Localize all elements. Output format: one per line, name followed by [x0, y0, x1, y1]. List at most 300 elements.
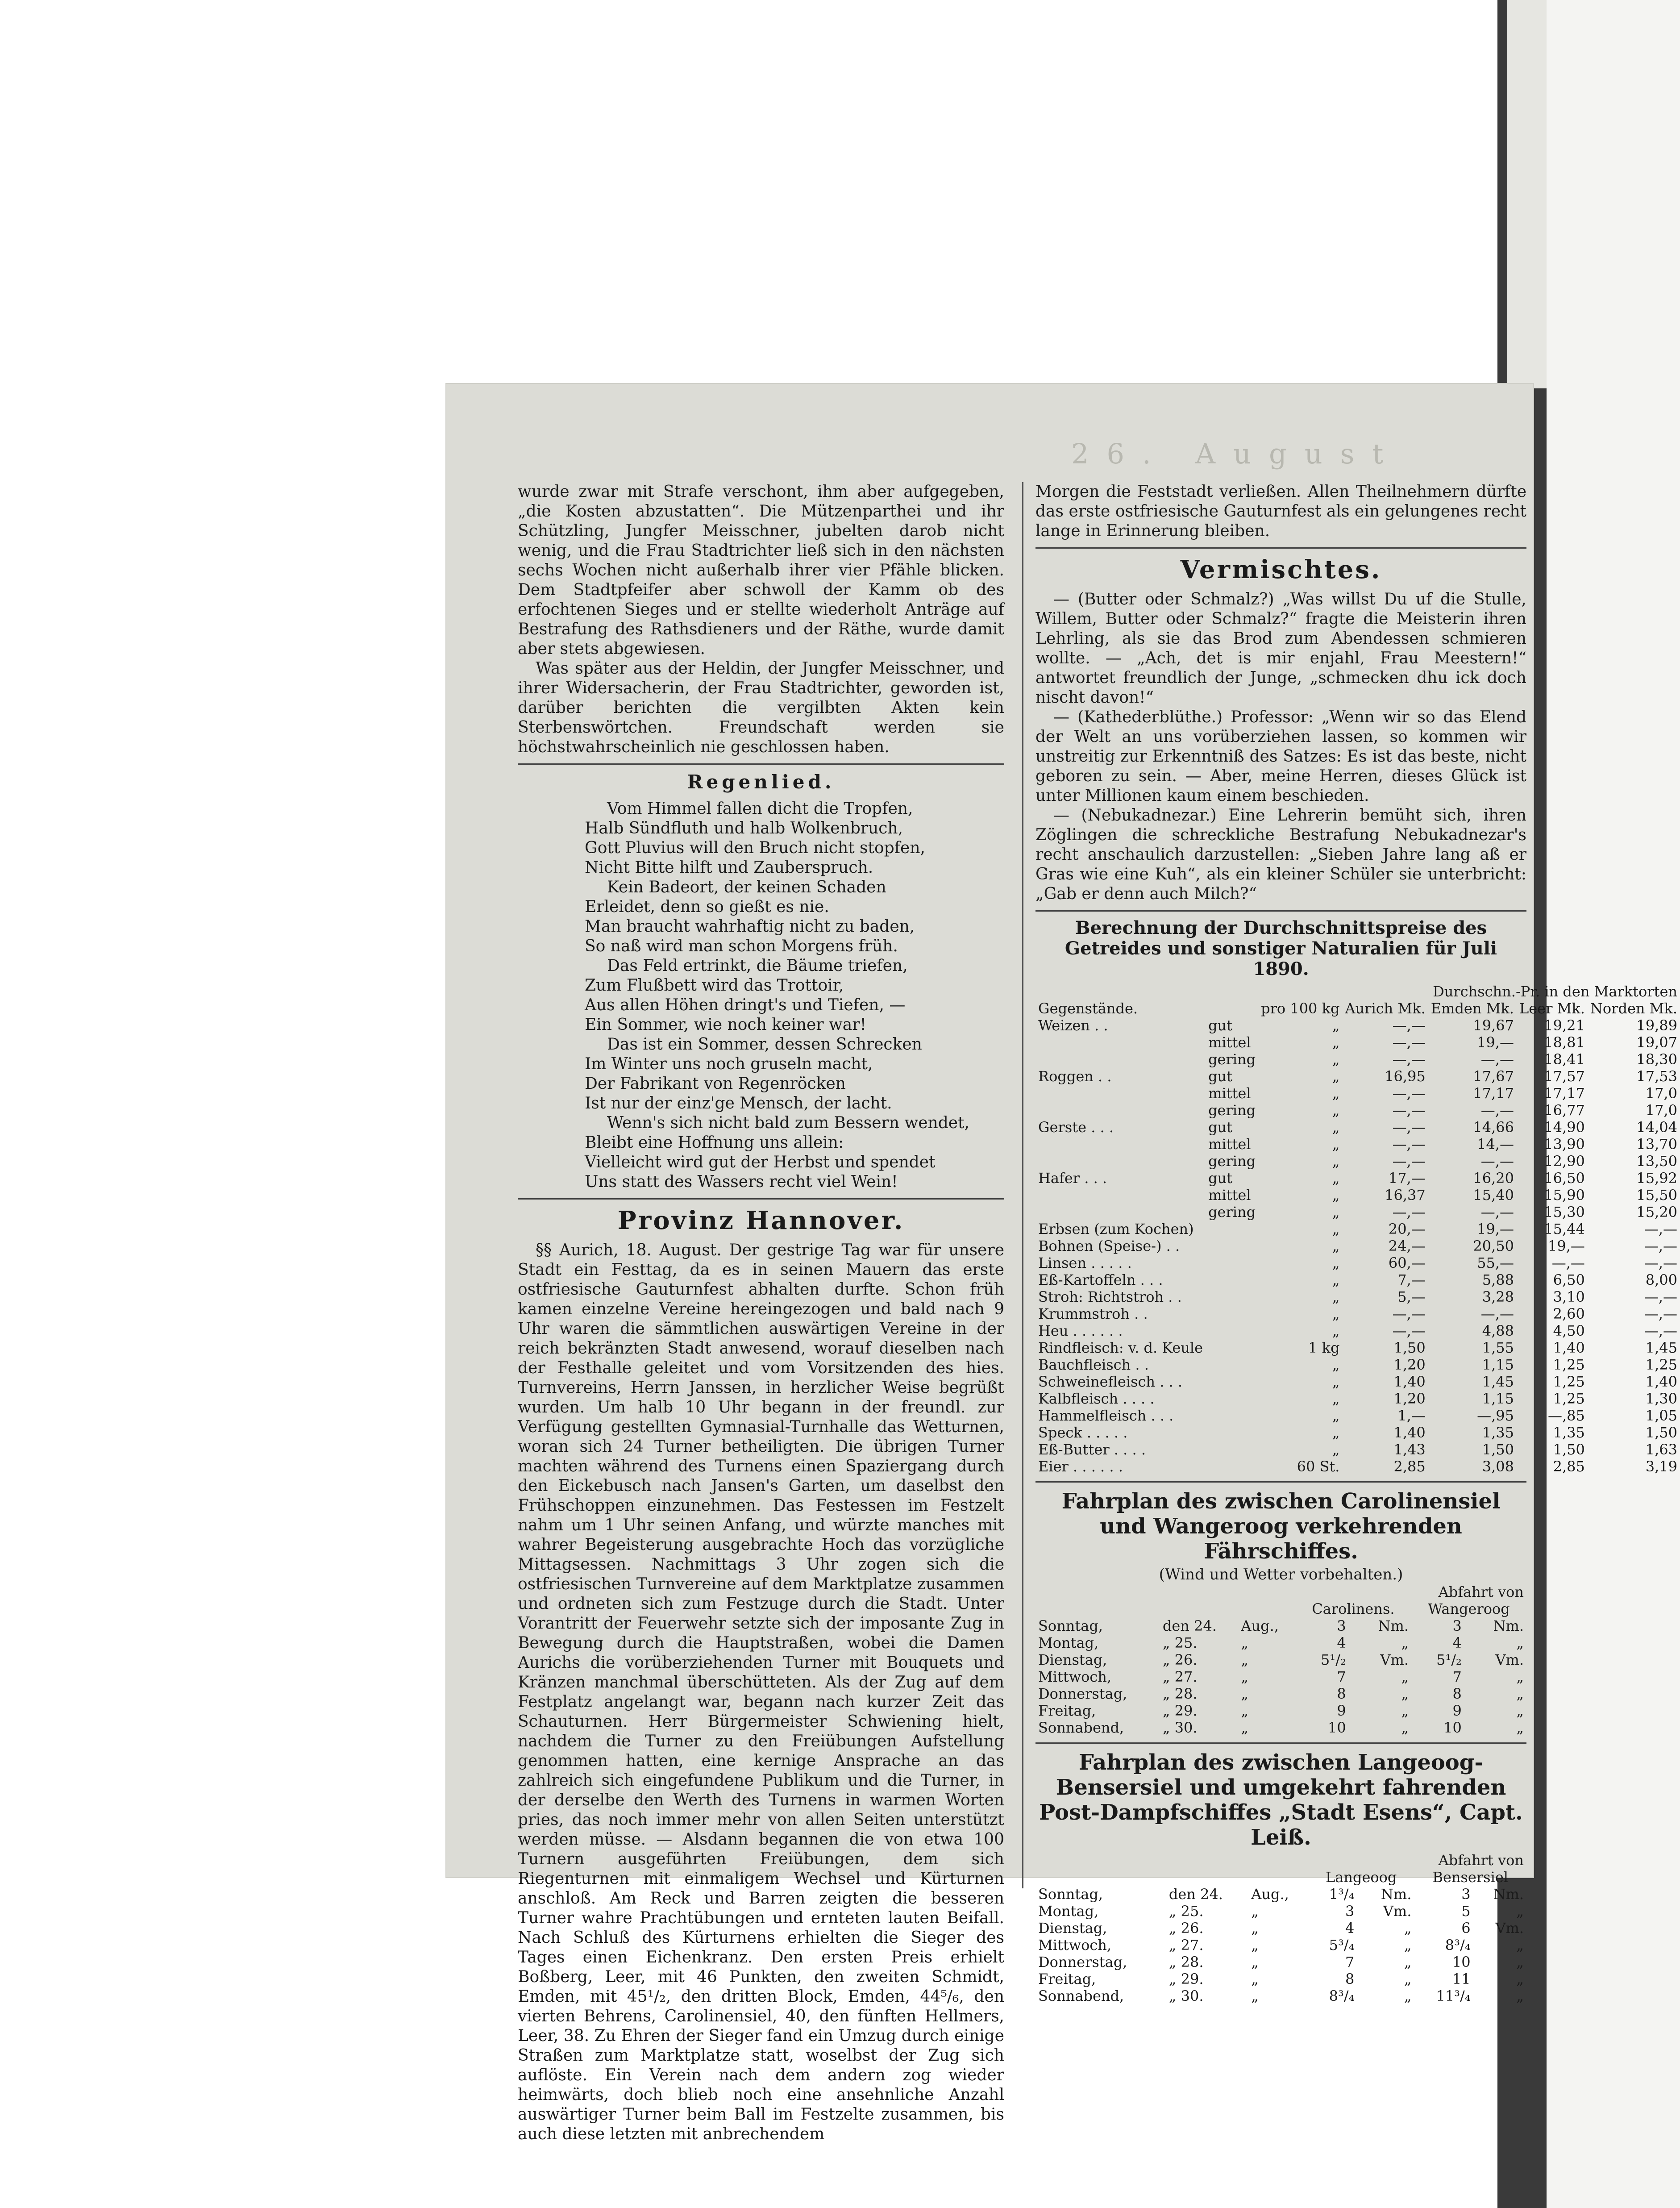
- section-rule: [1035, 1481, 1526, 1483]
- price-cell: [1035, 1034, 1206, 1051]
- price-table: [1035, 983, 1680, 1475]
- ferry2-cell: „: [1251, 1987, 1259, 2004]
- ferry1-cell: Montag,: [1038, 1634, 1099, 1651]
- price-cell: 18,81: [1544, 1034, 1585, 1051]
- ferry2-cell: „: [1516, 1937, 1524, 1954]
- price-cell: 15,40: [1473, 1187, 1514, 1204]
- price-cell: 17,17: [1473, 1085, 1514, 1102]
- price-cell: —,—: [1551, 1254, 1585, 1271]
- price-cell: 19,—: [1477, 1221, 1514, 1237]
- section-rule: [518, 1198, 1004, 1200]
- story-ending-paragraph: wurde zwar mit Strafe verschont, ihm aber aufgegeben, „die Kosten abzustatten“. Die Mützenparthei und ihr Schützling, Jungfer Meisschner, jubelten darob nicht wenig, und die Frau Stadtrichter ließ sich in den nächsten sechs Wochen nicht außerhalb ihrer vier Pfähle blicken. Dem Stadtpfeifer aber schwoll der Kamm ob des erfochtenen Sieges und er stellte wiederholt Anträge auf Bestrafung des Rathsdieners und der Räthe, wurde damit aber stets abgewiesen.: [518, 483, 1004, 658]
- ferry2-cell: „ 27.: [1169, 1937, 1204, 1954]
- ferry1-cell: „: [1401, 1702, 1409, 1719]
- price-cell: 1,45: [1645, 1339, 1677, 1356]
- price-cell: „: [1332, 1424, 1340, 1441]
- price-cell: Hammelfleisch . . .: [1038, 1407, 1174, 1424]
- price-cell: 1,25: [1553, 1373, 1585, 1390]
- ferry2-cell: „ 28.: [1169, 1954, 1204, 1971]
- poem-line: Man braucht wahrhaftig nicht zu baden,: [585, 917, 915, 936]
- ferry1-cell: 10: [1443, 1719, 1462, 1736]
- price-row: [1035, 1085, 1680, 1102]
- ferry2-cell: Sonntag,: [1038, 1886, 1103, 1903]
- price-cell: —,—: [1644, 1305, 1677, 1322]
- poem-line: Das ist ein Sommer, dessen Schrecken: [607, 1035, 922, 1054]
- ferry1-cell: 5¹/₂: [1320, 1651, 1346, 1668]
- price-cell: 17,0: [1645, 1102, 1677, 1119]
- price-cell: [1035, 1187, 1206, 1204]
- price-cell: 16,37: [1385, 1187, 1426, 1204]
- price-cell: 1,40: [1393, 1373, 1426, 1390]
- price-cell: 14,66: [1473, 1119, 1514, 1136]
- price-cell: 1,25: [1553, 1390, 1585, 1407]
- price-cell: 13,50: [1636, 1153, 1677, 1170]
- ferry1-cell: „: [1241, 1702, 1248, 1719]
- price-cell: —,—: [1392, 1017, 1426, 1034]
- price-row: [1035, 1424, 1680, 1441]
- price-cell: —,—: [1480, 1051, 1514, 1068]
- price-cell: 13,70: [1636, 1136, 1677, 1153]
- price-table-super-header: Durchschn.-Pr. in den Marktorten: [1433, 983, 1677, 1000]
- ferry1-cell: 3: [1337, 1617, 1346, 1634]
- price-col-header: Leer Mk.: [1519, 1000, 1585, 1017]
- ferry1-cell: Mittwoch,: [1038, 1668, 1112, 1685]
- ferry1-note: (Wind und Wetter vorbehalten.): [1159, 1566, 1403, 1583]
- ferry1-cell: 7: [1337, 1668, 1346, 1685]
- price-cell: 20,50: [1473, 1237, 1514, 1254]
- price-cell: 1,45: [1482, 1373, 1514, 1390]
- price-cell: 15,50: [1636, 1187, 1677, 1204]
- price-cell: [1035, 1102, 1206, 1119]
- price-cell: 7,—: [1397, 1271, 1426, 1288]
- price-cell: gut: [1208, 1170, 1233, 1187]
- ferry2-cell: „: [1251, 1937, 1259, 1954]
- ferry1-cell: „: [1401, 1634, 1409, 1651]
- ferry1-header: Abfahrt von: [1438, 1583, 1524, 1600]
- ferry1-cell: 10: [1327, 1719, 1346, 1736]
- price-cell: 4,88: [1482, 1322, 1514, 1339]
- price-cell: 4,50: [1553, 1322, 1585, 1339]
- price-row: [1035, 1102, 1680, 1119]
- price-cell: Weizen . .: [1038, 1017, 1108, 1034]
- ferry1-table-body: [1035, 1617, 1526, 1736]
- ferry2-cell: Vm.: [1495, 1920, 1524, 1937]
- price-cell: —,—: [1392, 1136, 1426, 1153]
- price-cell: 1,50: [1645, 1424, 1677, 1441]
- price-cell: —,—: [1480, 1305, 1514, 1322]
- price-cell: [1035, 1204, 1206, 1221]
- price-row: [1035, 1237, 1680, 1254]
- poem-line: Vielleicht wird gut der Herbst und spendet: [585, 1153, 936, 1171]
- section-rule: [518, 763, 1004, 765]
- price-cell: —,—: [1392, 1305, 1426, 1322]
- poem-line: Ist nur der einz'ge Mensch, der lacht.: [585, 1094, 892, 1112]
- price-cell: —,—: [1392, 1119, 1426, 1136]
- price-cell: Stroh: Richtstroh . .: [1038, 1288, 1182, 1305]
- price-cell: —,—: [1392, 1322, 1426, 1339]
- ferry1-row: [1035, 1668, 1526, 1685]
- ferry1-cell: „: [1241, 1634, 1248, 1651]
- poem-line: Erleidet, denn so gießt es nie.: [585, 898, 829, 916]
- price-row: [1035, 1187, 1680, 1204]
- ferry2-cell: „ 25.: [1169, 1903, 1204, 1920]
- section-title-province: Provinz Hannover.: [617, 1206, 905, 1235]
- ferry2-cell: den 24.: [1169, 1886, 1223, 1903]
- price-cell: 1,40: [1553, 1339, 1585, 1356]
- price-cell: gering: [1208, 1204, 1256, 1221]
- price-cell: 17,67: [1473, 1068, 1514, 1085]
- price-col-header: Norden Mk.: [1590, 1000, 1677, 1017]
- price-cell: 1,35: [1553, 1424, 1585, 1441]
- price-cell: 14,04: [1636, 1119, 1677, 1136]
- price-cell: [1206, 1339, 1258, 1356]
- price-cell: 24,—: [1388, 1237, 1426, 1254]
- ferry2-cell: „ 26.: [1169, 1920, 1204, 1937]
- price-cell: 17,0: [1645, 1085, 1677, 1102]
- poem-line: Halb Sündfluth und halb Wolkenbruch,: [585, 819, 903, 837]
- poem: [518, 771, 1004, 1192]
- price-cell: „: [1332, 1373, 1340, 1390]
- price-cell: 12,90: [1544, 1153, 1585, 1170]
- ferry2-table: [1035, 1852, 1526, 2004]
- price-cell: Linsen . . . . .: [1038, 1254, 1132, 1271]
- ferry1-cell: 3: [1452, 1617, 1462, 1634]
- price-cell: [1206, 1221, 1258, 1237]
- price-cell: —,85: [1548, 1407, 1585, 1424]
- price-row: [1035, 1034, 1680, 1051]
- price-cell: mittel: [1208, 1187, 1251, 1204]
- ferry1-cell: Aug.,: [1241, 1617, 1279, 1634]
- poem-line: Ein Sommer, wie noch keiner war!: [585, 1016, 866, 1034]
- underlying-page-fragment: [1507, 0, 1547, 388]
- price-cell: 1,15: [1482, 1390, 1514, 1407]
- price-cell: [1206, 1288, 1258, 1305]
- price-row: [1035, 1407, 1680, 1424]
- ferry1-cell: „: [1241, 1651, 1248, 1668]
- price-cell: 6,50: [1553, 1271, 1585, 1288]
- ferry2-cell: „: [1404, 1971, 1412, 1987]
- price-row: [1035, 1017, 1680, 1034]
- price-cell: Eß-Kartoffeln . . .: [1038, 1271, 1163, 1288]
- ferry2-cell: Donnerstag,: [1038, 1954, 1127, 1971]
- masthead-ghost: [446, 384, 1533, 470]
- price-cell: 1,25: [1553, 1356, 1585, 1373]
- price-cell: „: [1332, 1051, 1340, 1068]
- ferry2-cell: „ 29.: [1169, 1971, 1204, 1987]
- price-cell: 1,25: [1645, 1356, 1677, 1373]
- poem-line: Bleibt eine Hoffnung uns allein:: [585, 1133, 844, 1152]
- price-cell: 5,88: [1482, 1271, 1514, 1288]
- price-cell: 1,15: [1482, 1356, 1514, 1373]
- ferry1-cell: „: [1401, 1719, 1409, 1736]
- price-cell: —,—: [1392, 1204, 1426, 1221]
- price-cell: „: [1332, 1068, 1340, 1085]
- price-cell: Kalbfleisch . . . .: [1038, 1390, 1155, 1407]
- price-cell: 15,20: [1636, 1204, 1677, 1221]
- price-col-header: Aurich Mk.: [1345, 1000, 1426, 1017]
- ferry1-cell: 9: [1452, 1702, 1462, 1719]
- price-cell: 19,67: [1473, 1017, 1514, 1034]
- price-cell: 15,90: [1544, 1187, 1585, 1204]
- ferry2-cell: „: [1251, 1954, 1259, 1971]
- price-row: [1035, 1204, 1680, 1221]
- ferry1-station: Carolinens.: [1312, 1600, 1395, 1617]
- price-cell: 3,10: [1553, 1288, 1585, 1305]
- price-cell: —,—: [1392, 1034, 1426, 1051]
- price-cell: gering: [1208, 1051, 1256, 1068]
- ferry1-cell: „: [1241, 1719, 1248, 1736]
- price-row: [1035, 1322, 1680, 1339]
- ferry1-cell: Sonnabend,: [1038, 1719, 1124, 1736]
- price-cell: 8,00: [1645, 1271, 1677, 1288]
- price-row: [1035, 1068, 1680, 1085]
- ferry2-station: Bensersiel: [1432, 1869, 1508, 1886]
- ferry1-cell: „: [1516, 1668, 1524, 1685]
- price-table-body: [1035, 1017, 1680, 1475]
- ferry1-row: [1035, 1634, 1526, 1651]
- price-row: [1035, 1051, 1680, 1068]
- ferry2-cell: „: [1251, 1971, 1259, 1987]
- price-cell: „: [1332, 1254, 1340, 1271]
- poem-line: Vom Himmel fallen dicht die Tropfen,: [607, 800, 913, 818]
- price-row: [1035, 1441, 1680, 1458]
- ferry2-cell: 3: [1345, 1903, 1355, 1920]
- price-cell: [1206, 1356, 1258, 1373]
- price-cell: 18,41: [1544, 1051, 1585, 1068]
- price-cell: Bohnen (Speise-) . .: [1038, 1237, 1180, 1254]
- price-cell: „: [1332, 1237, 1340, 1254]
- price-cell: 19,07: [1636, 1034, 1677, 1051]
- price-cell: 15,44: [1544, 1221, 1585, 1237]
- price-cell: 1,20: [1393, 1356, 1426, 1373]
- ferry1-title: Fahrplan des zwischen Carolinensiel und Wangeroog verkehrenden Fährschiffes.: [1061, 1489, 1501, 1564]
- ferry2-row: [1035, 1971, 1526, 1987]
- price-cell: 14,90: [1544, 1119, 1585, 1136]
- price-cell: 17,—: [1388, 1170, 1426, 1187]
- price-cell: 1,50: [1393, 1339, 1426, 1356]
- ferry2-cell: Nm.: [1381, 1886, 1412, 1903]
- ferry1-cell: 7: [1452, 1668, 1462, 1685]
- price-cell: 1,20: [1393, 1390, 1426, 1407]
- price-cell: [1035, 1136, 1206, 1153]
- ferry2-cell: „: [1516, 1971, 1524, 1987]
- ferry1-row: [1035, 1617, 1526, 1634]
- price-cell: gering: [1208, 1102, 1256, 1119]
- price-cell: 3,08: [1482, 1458, 1514, 1475]
- price-cell: „: [1332, 1153, 1340, 1170]
- price-cell: „: [1332, 1305, 1340, 1322]
- price-cell: —,—: [1480, 1153, 1514, 1170]
- ferry1-cell: „: [1241, 1668, 1248, 1685]
- price-cell: [1206, 1390, 1258, 1407]
- price-cell: 19,89: [1636, 1017, 1677, 1034]
- ferry2-cell: Mittwoch,: [1038, 1937, 1112, 1954]
- price-cell: „: [1332, 1204, 1340, 1221]
- price-cell: 17,17: [1544, 1085, 1585, 1102]
- ferry1-cell: „: [1516, 1702, 1524, 1719]
- price-cell: 19,—: [1477, 1034, 1514, 1051]
- poem-line: Im Winter uns noch gruseln macht,: [585, 1055, 873, 1073]
- price-cell: Eier . . . . . .: [1038, 1458, 1123, 1475]
- price-cell: [1035, 1153, 1206, 1170]
- price-cell: Erbsen (zum Kochen): [1038, 1221, 1194, 1237]
- ferry2-cell: „: [1251, 1920, 1259, 1937]
- ferry1-station: Wangeroog: [1428, 1600, 1510, 1617]
- price-cell: —,—: [1644, 1221, 1677, 1237]
- price-cell: 17,53: [1636, 1068, 1677, 1085]
- price-cell: „: [1332, 1085, 1340, 1102]
- price-cell: 1,43: [1393, 1441, 1426, 1458]
- price-cell: 14,—: [1477, 1136, 1514, 1153]
- price-row: [1035, 1271, 1680, 1288]
- price-cell: 55,—: [1477, 1254, 1514, 1271]
- price-cell: —,—: [1644, 1254, 1677, 1271]
- price-cell: gut: [1208, 1017, 1233, 1034]
- price-cell: —,—: [1392, 1102, 1426, 1119]
- ferry2-row: [1035, 1903, 1526, 1920]
- price-cell: —,—: [1480, 1102, 1514, 1119]
- price-cell: 1,30: [1645, 1390, 1677, 1407]
- ferry1-cell: Vm.: [1380, 1651, 1409, 1668]
- ferry2-cell: Montag,: [1038, 1903, 1099, 1920]
- ferry2-cell: „: [1404, 1987, 1412, 2004]
- ferry1-cell: „: [1241, 1685, 1248, 1702]
- ferry1-cell: Nm.: [1493, 1617, 1524, 1634]
- ferry2-cell: Dienstag,: [1038, 1920, 1107, 1937]
- price-cell: 16,95: [1385, 1068, 1426, 1085]
- ferry2-cell: Freitag,: [1038, 1971, 1096, 1987]
- price-cell: „: [1332, 1187, 1340, 1204]
- ferry2-cell: 4: [1345, 1920, 1355, 1937]
- ferry2-table-body: [1035, 1886, 1526, 2004]
- ferry1-cell: „: [1516, 1719, 1524, 1736]
- price-col-header: Gegenstände.: [1038, 1000, 1138, 1017]
- ferry1-cell: den 24.: [1162, 1617, 1217, 1634]
- ferry2-row: [1035, 1937, 1526, 1954]
- price-row: [1035, 1136, 1680, 1153]
- price-row: [1035, 1119, 1680, 1136]
- ferry2-cell: 3: [1461, 1886, 1471, 1903]
- ferry2-row: [1035, 1886, 1526, 1903]
- price-cell: [1206, 1237, 1258, 1254]
- price-cell: 3,19: [1645, 1458, 1677, 1475]
- price-row: [1035, 1170, 1680, 1187]
- ferry1-cell: 5¹/₂: [1436, 1651, 1462, 1668]
- price-cell: mittel: [1208, 1034, 1251, 1051]
- price-cell: [1206, 1424, 1258, 1441]
- price-cell: —,—: [1644, 1322, 1677, 1339]
- price-row: [1035, 1339, 1680, 1356]
- price-cell: „: [1332, 1221, 1340, 1237]
- price-cell: 1,63: [1645, 1441, 1677, 1458]
- ferry1-cell: Freitag,: [1038, 1702, 1096, 1719]
- ferry1-cell: „: [1516, 1634, 1524, 1651]
- price-cell: —,95: [1477, 1407, 1514, 1424]
- ferry1-cell: 4: [1337, 1634, 1346, 1651]
- price-cell: [1206, 1441, 1258, 1458]
- poem-line: Uns statt des Wassers recht viel Wein!: [585, 1173, 898, 1191]
- price-cell: 16,50: [1544, 1170, 1585, 1187]
- price-cell: 20,—: [1388, 1221, 1426, 1237]
- section-title-vermischtes: Vermischtes.: [1180, 555, 1382, 584]
- ferry2-cell: 7: [1345, 1954, 1355, 1971]
- price-cell: 1,55: [1482, 1339, 1514, 1356]
- ferry2-cell: 11³/₄: [1436, 1987, 1471, 2004]
- price-cell: —,—: [1392, 1153, 1426, 1170]
- price-cell: 60 St.: [1297, 1458, 1340, 1475]
- ferry2-cell: 11: [1452, 1971, 1471, 1987]
- price-cell: Heu . . . . . .: [1038, 1322, 1123, 1339]
- price-cell: Speck . . . . .: [1038, 1424, 1128, 1441]
- ferry1-cell: „: [1516, 1685, 1524, 1702]
- ferry1-cell: „ 28.: [1162, 1685, 1198, 1702]
- price-row: [1035, 1458, 1680, 1475]
- price-cell: —,—: [1392, 1085, 1426, 1102]
- ferry2-cell: Sonnabend,: [1038, 1987, 1124, 2004]
- article-continuation: Morgen die Feststadt verließen. Allen Theilnehmern dürfte das erste ostfriesische Gauturnfest als ein gelungenes recht lange in Erinnerung bleiben.: [1035, 483, 1526, 540]
- price-cell: „: [1332, 1407, 1340, 1424]
- price-cell: 15,30: [1544, 1204, 1585, 1221]
- ferry2-cell: „: [1251, 1903, 1259, 1920]
- price-cell: 2,85: [1553, 1458, 1585, 1475]
- price-table-title: Berechnung der Durchschnittspreise des Getreides und sonstiger Naturalien für Juli 1890.: [1065, 917, 1497, 979]
- price-cell: 19,—: [1548, 1237, 1585, 1254]
- price-cell: 5,—: [1397, 1288, 1426, 1305]
- price-cell: 60,—: [1388, 1254, 1426, 1271]
- price-cell: „: [1332, 1017, 1340, 1034]
- ferry2-cell: 5: [1461, 1903, 1471, 1920]
- price-cell: 15,92: [1636, 1170, 1677, 1187]
- price-cell: —,—: [1644, 1288, 1677, 1305]
- column-divider: [1022, 482, 1023, 1888]
- price-cell: 1,35: [1482, 1424, 1514, 1441]
- ferry1-cell: 9: [1337, 1702, 1346, 1719]
- price-cell: 1,40: [1393, 1424, 1426, 1441]
- price-cell: „: [1332, 1322, 1340, 1339]
- price-cell: [1206, 1271, 1258, 1288]
- ferry1-cell: Dienstag,: [1038, 1651, 1107, 1668]
- ferry1-cell: „: [1401, 1685, 1409, 1702]
- ferry2-cell: 6: [1461, 1920, 1471, 1937]
- price-cell: „: [1332, 1356, 1340, 1373]
- ferry1-cell: „: [1401, 1668, 1409, 1685]
- ferry2-cell: „: [1404, 1920, 1412, 1937]
- ferry1-cell: 8: [1337, 1685, 1346, 1702]
- poem-line: Gott Pluvius will den Bruch nicht stopfen,: [585, 839, 925, 857]
- ferry1-cell: „ 30.: [1162, 1719, 1198, 1736]
- price-cell: —,—: [1644, 1237, 1677, 1254]
- price-cell: [1035, 1051, 1206, 1068]
- ferry2-header: Abfahrt von: [1438, 1852, 1524, 1869]
- price-cell: 16,20: [1473, 1170, 1514, 1187]
- poem-line: Zum Flußbett wird das Trottoir,: [585, 976, 844, 995]
- price-cell: Bauchfleisch . .: [1038, 1356, 1149, 1373]
- price-cell: [1206, 1373, 1258, 1390]
- vermischtes-item: — (Butter oder Schmalz?) „Was willst Du uf die Stulle, Willem, Butter oder Schmalz?“ fragte die Meisterin ihren Lehrling, als sie das Brod zum Abendessen schmieren wollte. — „Ach, det is mir enjahl, Frau Meestern!“ antwortet freundlich der Junge, „schmecken dhu ick doch nischt davon!“: [1035, 590, 1526, 707]
- price-row: [1035, 1153, 1680, 1170]
- price-cell: „: [1332, 1102, 1340, 1119]
- price-row: [1035, 1254, 1680, 1271]
- section-rule: [1035, 1742, 1526, 1744]
- ferry1-cell: 8: [1452, 1685, 1462, 1702]
- price-cell: 1,50: [1482, 1441, 1514, 1458]
- ferry2-cell: 8³/₄: [1445, 1937, 1471, 1954]
- price-col-header: Emden Mk.: [1430, 1000, 1514, 1017]
- ferry2-station: Langeoog: [1326, 1869, 1397, 1886]
- price-cell: „: [1332, 1170, 1340, 1187]
- price-cell: [1206, 1322, 1258, 1339]
- price-cell: mittel: [1208, 1085, 1251, 1102]
